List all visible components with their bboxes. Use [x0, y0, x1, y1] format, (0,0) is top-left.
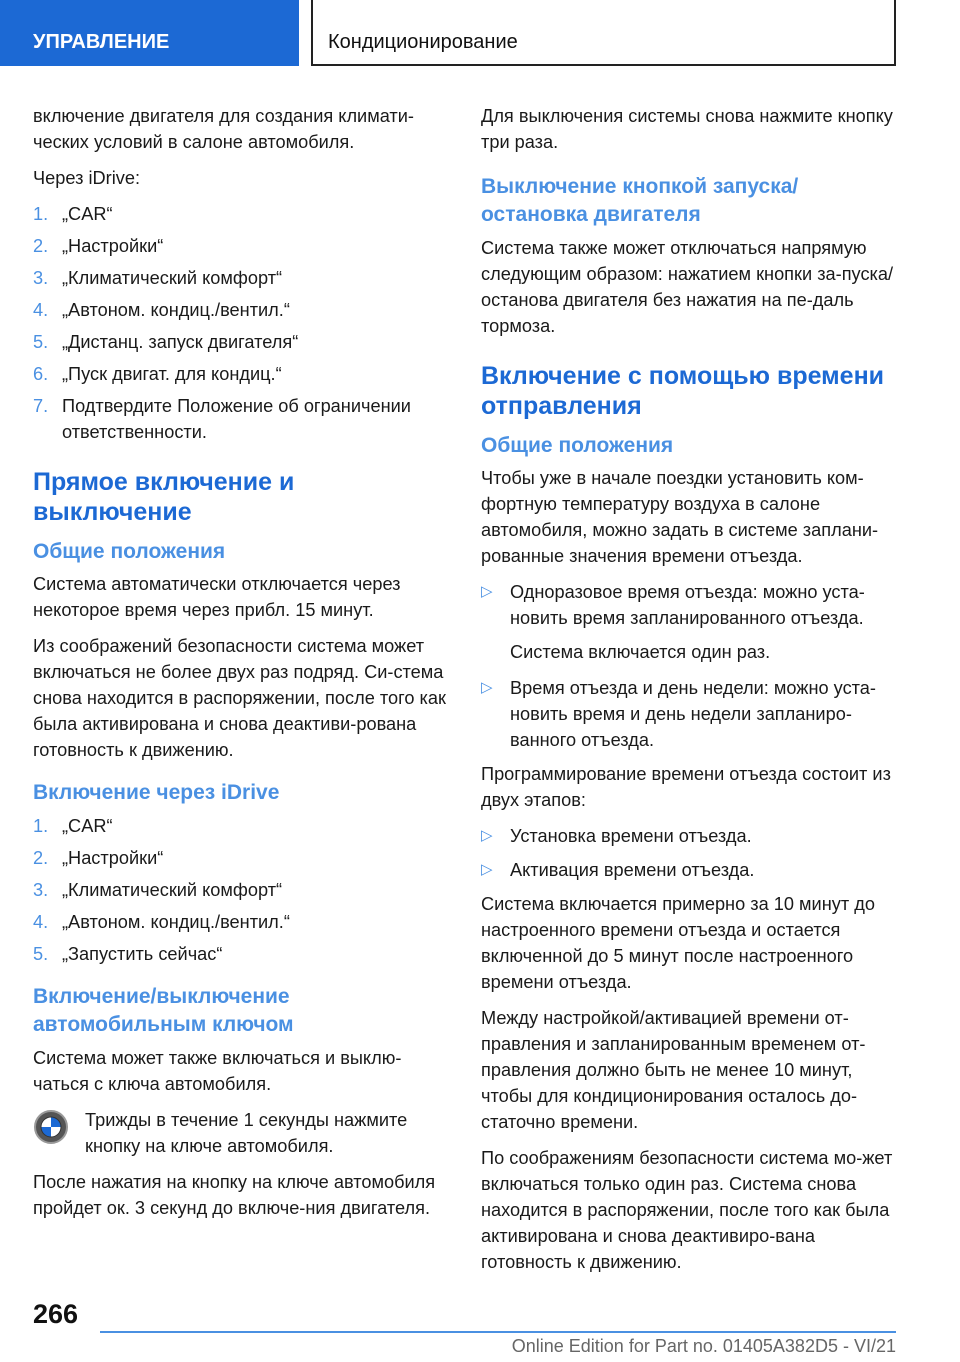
- list-item: [481, 579, 901, 631]
- step-text: „Настройки“: [62, 236, 164, 256]
- edition-text: Online Edition for Part no. 01405A382D5 - VI/21: [511, 1336, 896, 1356]
- off-text: Для выключения системы снова нажмите кнопку три раза.: [481, 106, 893, 152]
- step-number: 7.: [33, 396, 49, 416]
- steps-bullets: [481, 823, 901, 883]
- bullet-text: Время отъезда и день недели: можно уста-новить время и день недели запланиро-ванного отъезда.: [510, 678, 876, 750]
- heading-general-right: Общие положения: [481, 434, 674, 457]
- two-steps-text: Программирование времени отъезда состоит из двух этапов:: [481, 764, 891, 810]
- step-text: „Дистанц. запуск двигателя“: [62, 332, 299, 352]
- list-item: [481, 823, 901, 849]
- step-number: 3.: [33, 268, 49, 288]
- heading-key-toggle: Включение/выключение автомобильным ключом: [33, 985, 294, 1036]
- triangle-bullet-icon: ▷: [481, 861, 493, 878]
- heading-idrive: Включение через iDrive: [33, 781, 280, 804]
- triangle-bullet-icon: ▷: [481, 679, 493, 696]
- list-item: [33, 813, 453, 839]
- list-item: [33, 909, 453, 935]
- section-tab: УПРАВЛЕНИЕ: [0, 0, 299, 66]
- step-number: 5.: [33, 332, 49, 352]
- safety-text: Из соображений безопасности система может включаться не более двух раз подряд. Си-стема снова находится в распоряжении, после того как была активирована и снова деактиви-рована готовность к движению.: [33, 636, 446, 760]
- step-number: 5.: [33, 944, 49, 964]
- heading-departure-time: Включение с помощью времени отправления: [481, 362, 885, 420]
- list-item: [33, 361, 453, 387]
- key-text: Система может также включаться и выклю-чаться с ключа автомобиля.: [33, 1048, 402, 1094]
- step-number: 6.: [33, 364, 49, 384]
- step-text: „Настройки“: [62, 848, 164, 868]
- right-column: [481, 103, 901, 1285]
- footer-divider: [100, 1331, 896, 1333]
- step-text: „Автоном. кондиц./вентил.“: [62, 300, 290, 320]
- between-text: Между настройкой/активацией времени от-правления и запланированным временем от-правления должно быть не менее 10 минут, чтобы для кондиционирования осталось до-статочно времени.: [481, 1008, 866, 1132]
- step-number: 2.: [33, 848, 49, 868]
- heading-start-stop: Выключение кнопкой запуска/ остановка двигателя: [481, 175, 799, 226]
- safety-text-right: По соображениям безопасности система мо-жет включаться только один раз. Система снова находится в распоряжении, после того как была активирована и снова деактивиро-вана готовность к движению.: [481, 1148, 893, 1272]
- ten-minutes-text: Система включается примерно за 10 минут до настроенного времени отъезда и остается включенной до 5 минут после настроенного времени отъезда.: [481, 894, 875, 992]
- step-text: „CAR“: [62, 204, 113, 224]
- step-number: 4.: [33, 912, 49, 932]
- auto-off-text: Система автоматически отключается через некоторое время через прибл. 15 минут.: [33, 574, 401, 620]
- via-idrive-label: Через iDrive:: [33, 168, 140, 188]
- once-note: Система включается один раз.: [510, 642, 771, 662]
- step-number: 3.: [33, 880, 49, 900]
- step-number: 1.: [33, 816, 49, 836]
- step-number: 4.: [33, 300, 49, 320]
- steps-list-1: [33, 201, 453, 445]
- chapter-title: Кондиционирование: [311, 0, 896, 66]
- general-text: Чтобы уже в начале поездки установить ком-фортную температуру воздуха в салоне автомобиля, можно задать в системе заплани-рованные значения времени отъезда.: [481, 468, 879, 566]
- bullet-text: Установка времени отъезда.: [510, 826, 752, 846]
- key-note-text: Трижды в течение 1 секунды нажмите кнопку на ключе автомобиля.: [85, 1110, 408, 1156]
- list-item: [33, 297, 453, 323]
- triangle-bullet-icon: ▷: [481, 583, 493, 600]
- step-number: 1.: [33, 204, 49, 224]
- departure-types-list-2: [481, 675, 901, 753]
- left-column: [33, 103, 453, 1231]
- list-item: [33, 201, 453, 227]
- list-item: [33, 265, 453, 291]
- list-item: [33, 877, 453, 903]
- bullet-text: Активация времени отъезда.: [510, 860, 755, 880]
- step-text: Подтвердите Положение об ограничении ответственности.: [62, 396, 411, 442]
- start-stop-text: Система также может отключаться напрямую следующим образом: нажатием кнопки за-пуска/останова двигателя без нажатия на пе-даль тормоза.: [481, 238, 894, 336]
- bullet-text: Одноразовое время отъезда: можно уста-новить время запланированного отъезда.: [510, 582, 865, 628]
- list-item: [481, 857, 901, 883]
- step-number: 2.: [33, 236, 49, 256]
- list-item: [33, 393, 453, 445]
- page-number: 266: [33, 1299, 79, 1329]
- steps-list-2: [33, 813, 453, 967]
- departure-types-list: [481, 579, 901, 631]
- step-text: „Запустить сейчас“: [62, 944, 223, 964]
- bmw-key-fob-icon: [33, 1109, 69, 1145]
- list-item: [33, 941, 453, 967]
- heading-general: Общие положения: [33, 540, 226, 563]
- step-text: „Автоном. кондиц./вентил.“: [62, 912, 290, 932]
- step-text: „Климатический комфорт“: [62, 880, 283, 900]
- list-item: [33, 845, 453, 871]
- list-item: [33, 329, 453, 355]
- list-item: [481, 675, 901, 753]
- after-press-text: После нажатия на кнопку на ключе автомобиля пройдет ок. 3 секунд до включе-ния двигателя.: [33, 1172, 436, 1218]
- key-note: [33, 1107, 453, 1159]
- step-text: „Климатический комфорт“: [62, 268, 283, 288]
- step-text: „CAR“: [62, 816, 113, 836]
- list-item: [33, 233, 453, 259]
- triangle-bullet-icon: ▷: [481, 827, 493, 844]
- intro-text: включение двигателя для создания климати-ческих условий в салоне автомобиля.: [33, 106, 414, 152]
- heading-direct-toggle: Прямое включение и выключение: [33, 468, 295, 526]
- step-text: „Пуск двигат. для кондиц.“: [62, 364, 282, 384]
